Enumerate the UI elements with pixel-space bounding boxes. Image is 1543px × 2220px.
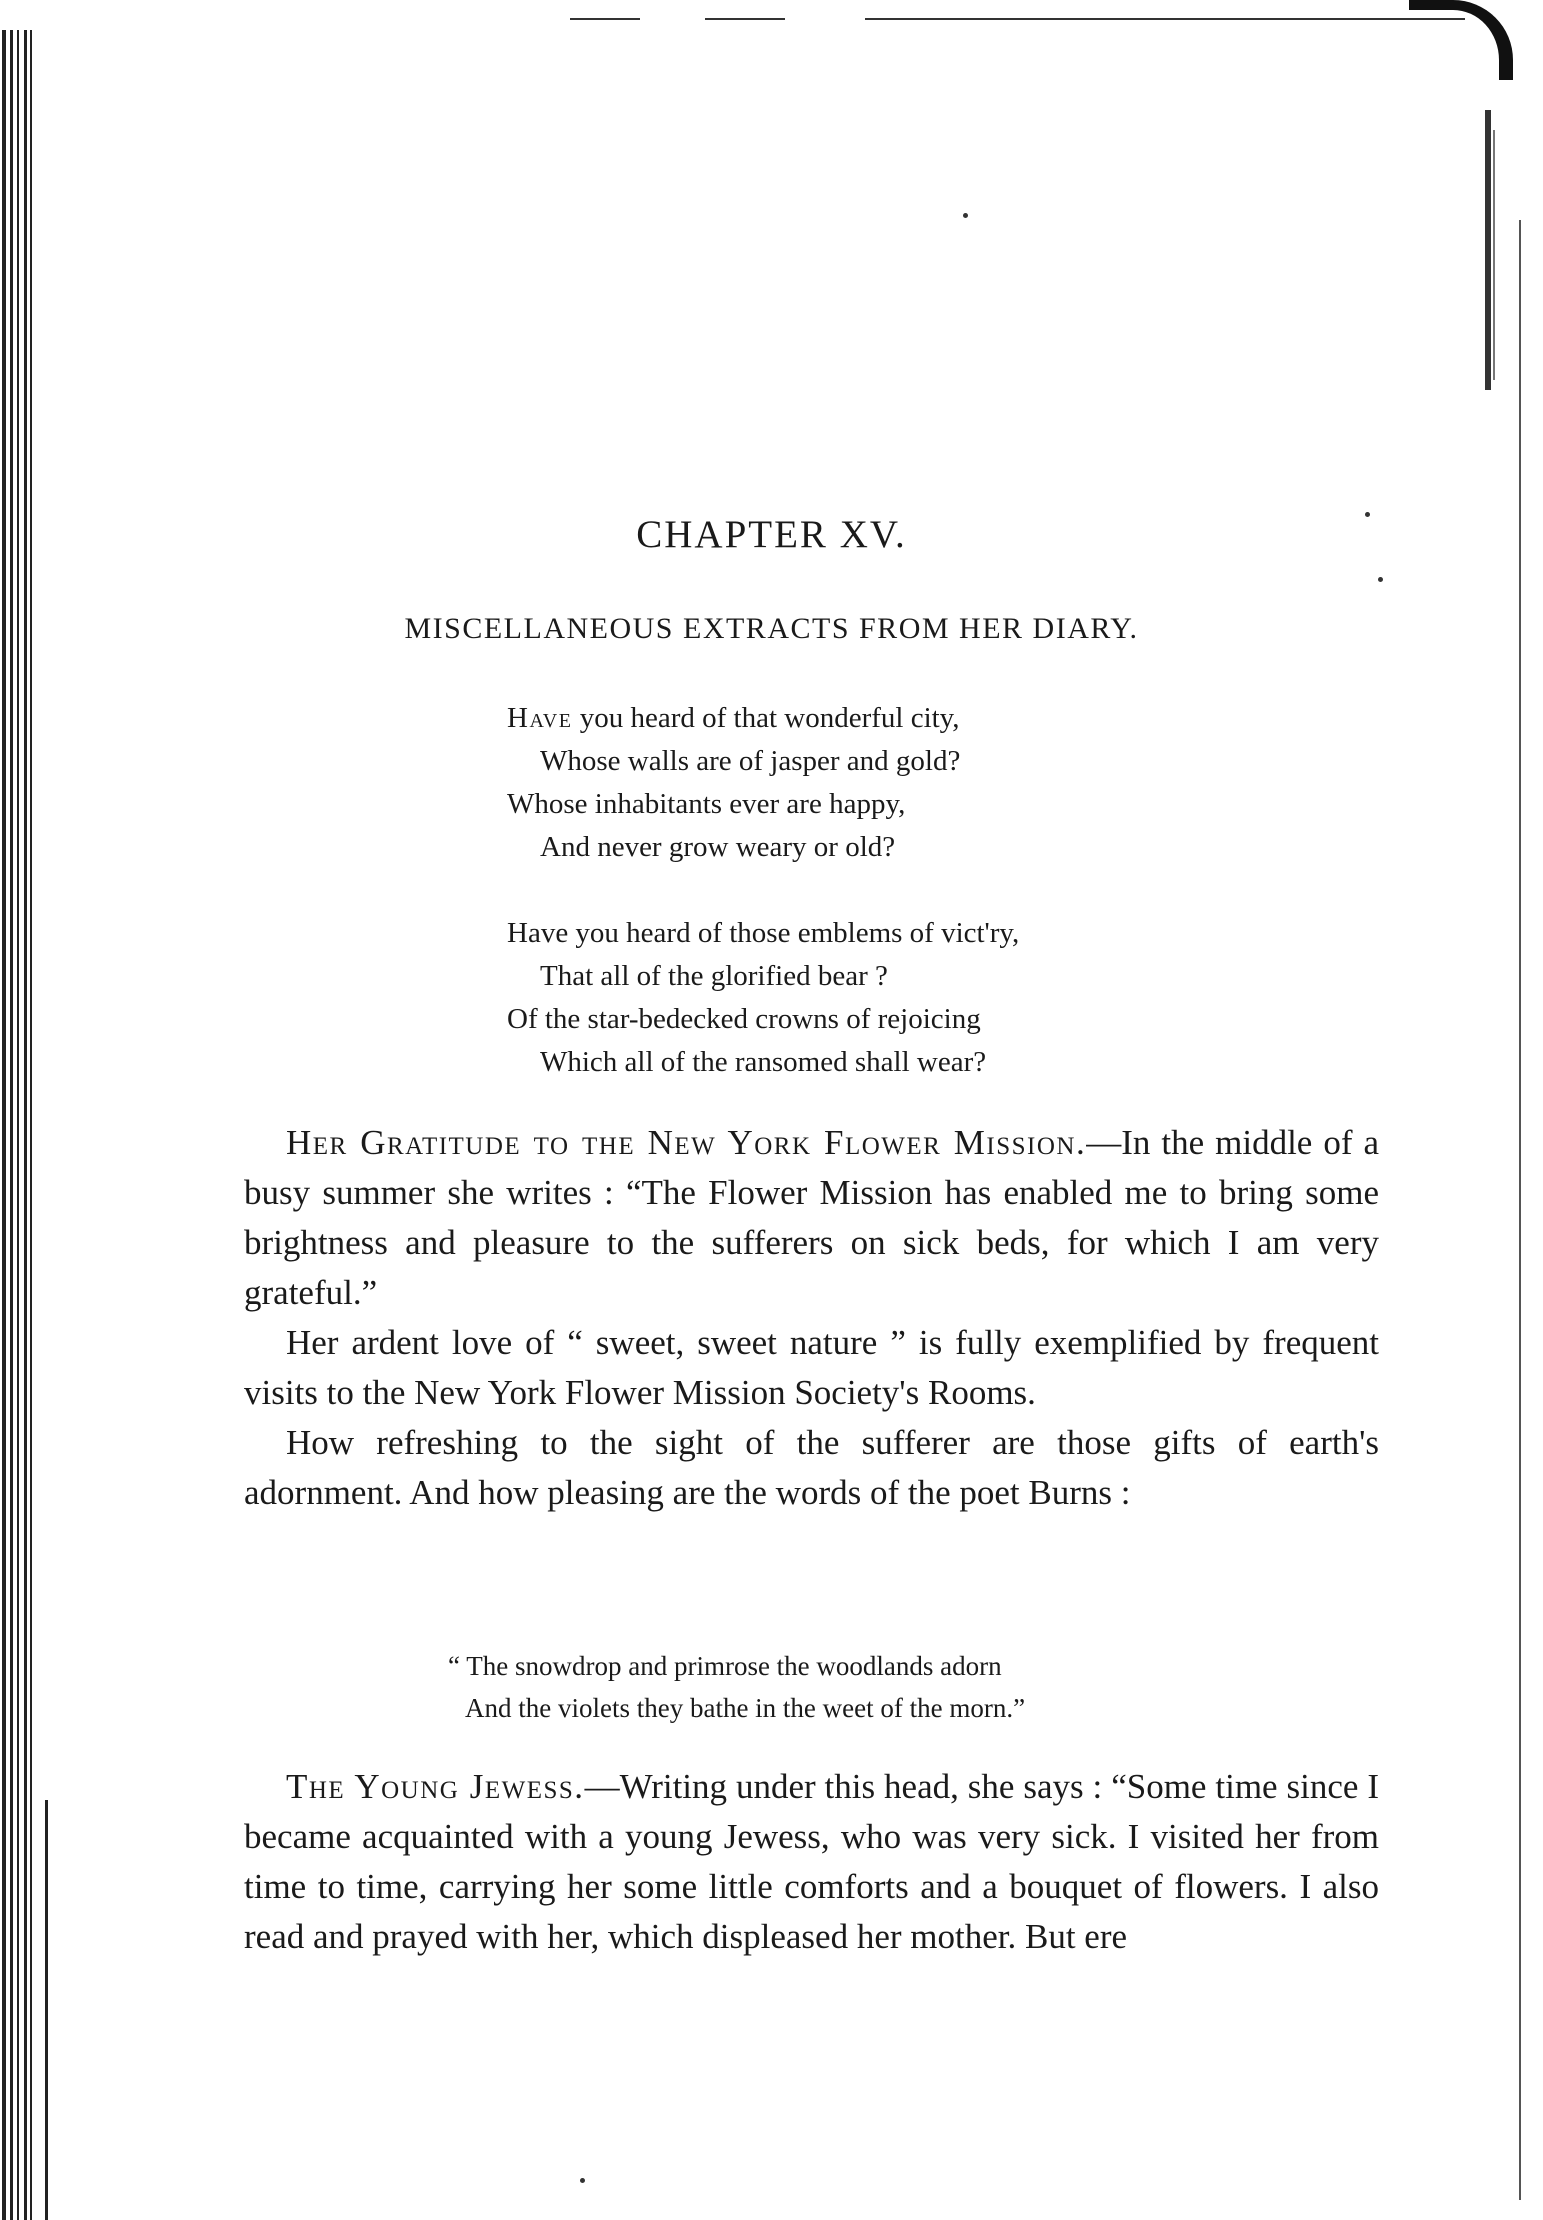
quote-line: And the violets they bathe in the weet of the morn.” [465,1693,1026,1723]
chapter-title: CHAPTER XV. [636,513,907,556]
poem-line: Of the star-bedecked crowns of rejoicing [507,1003,981,1035]
top-rule [570,18,640,20]
section-flower-mission [244,1118,1379,1518]
poem-lead-word: Have [507,702,573,734]
section-heading: Her Gratitude to the New York Flower Mission. [286,1123,1087,1162]
poem-line: Have you heard of those emblems of vict'ry, [507,917,1020,949]
poem-line-rest: you heard of that wonderful city, [572,702,960,734]
top-rule [705,18,785,20]
paragraph [244,1762,1379,1962]
chapter-subtitle: MISCELLANEOUS EXTRACTS FROM HER DIARY. [404,612,1139,645]
paragraph-text: —In the middle of a busy summer she writes : “The Flower Mission has enabled me to bring some brightness and pleasure to the sufferers on sick beds, for which I am very grateful.” [244,1123,1379,1312]
poem-line: That all of the glorified bear ? [540,960,888,992]
speck [580,2178,585,2183]
poem-line: Which all of the ransomed shall wear? [540,1046,987,1078]
paragraph [244,1118,1379,1318]
poem-line [507,697,960,740]
paragraph-text: —Writing under this head, she says : “Some time since I became acquainted with a young Jewess, who was very sick. I visited her from time to time, carrying her some little comforts and a bouquet of flowers. I also read and prayed with her, which displeased her mother. But ere [244,1767,1379,1956]
paragraph: How refreshing to the sight of the sufferer are those gifts of earth's adornment. And how pleasing are the words of the poet Burns : [244,1423,1379,1512]
poem-stanza-1 [507,697,960,869]
poem-line: Whose walls are of jasper and gold? [540,745,961,777]
paragraph: Her ardent love of “ sweet, sweet nature ” is fully exemplified by frequent visits to the New York Flower Mission Society's Rooms. [244,1323,1379,1412]
poem-line: Whose inhabitants ever are happy, [507,788,906,820]
top-rule [865,18,1465,20]
poem-stanza-2 [507,912,1019,1084]
section-heading: The Young Jewess. [286,1767,585,1806]
section-young-jewess [244,1762,1379,1962]
page-binding-edge-right [1463,0,1543,2220]
poem-line: And never grow weary or old? [540,831,896,863]
page-binding-edge-left [0,0,62,2220]
speck [963,213,968,218]
quote-line: “ The snowdrop and primrose the woodlands adorn [448,1651,1002,1681]
burns-quote [448,1645,1025,1729]
speck [1378,577,1383,582]
